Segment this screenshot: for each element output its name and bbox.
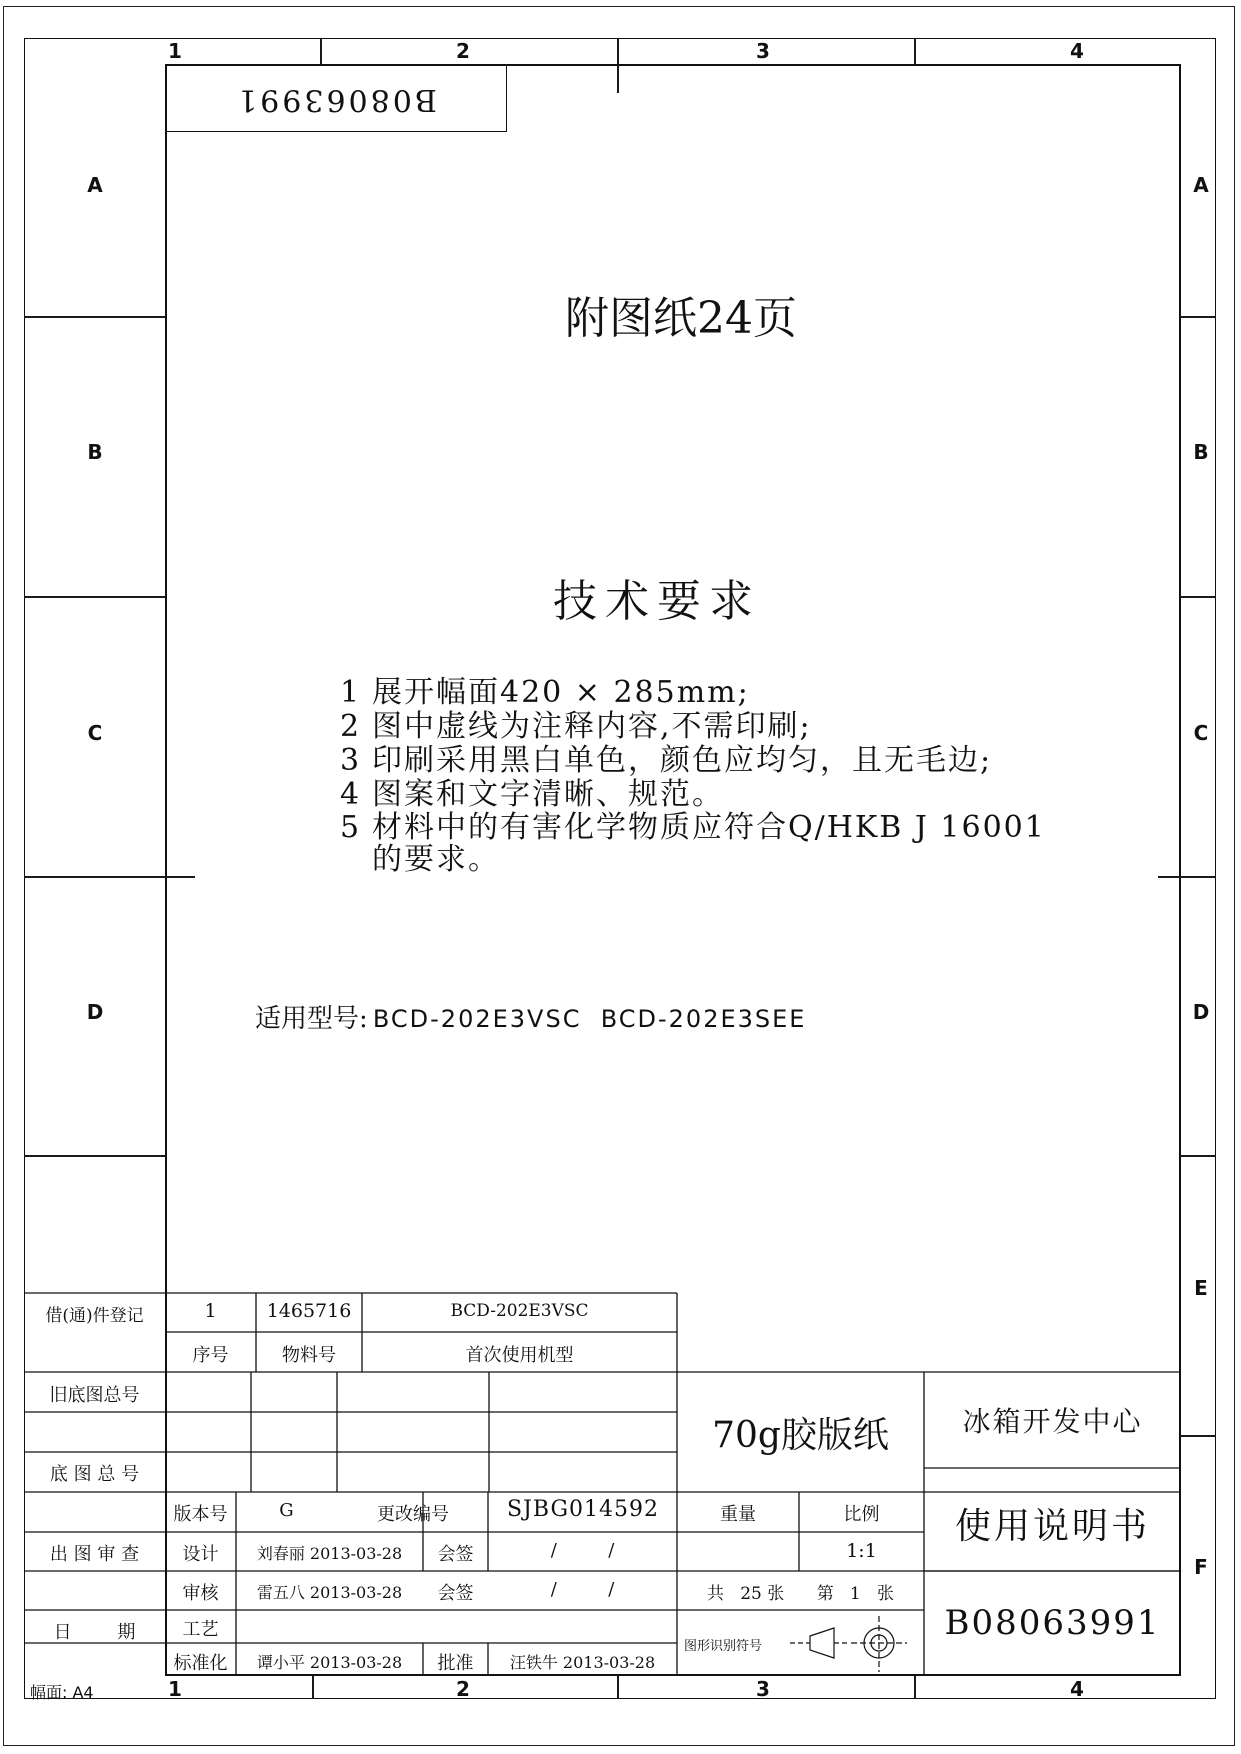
requirement-number: 3	[340, 743, 362, 778]
auditor: 雷五八 2013-03-28	[256, 1583, 403, 1602]
projection-symbol-icon	[788, 1614, 924, 1676]
column-label: 3	[756, 1677, 770, 1701]
requirement-number: 1	[340, 675, 362, 710]
standardizer: 谭小平 2013-03-28	[256, 1653, 403, 1672]
scale-label: 比例	[843, 1504, 880, 1525]
document-number: B08063991	[944, 1603, 1161, 1643]
company-name: 冰箱开发中心	[962, 1405, 1143, 1438]
requirement-number: 5	[340, 810, 362, 845]
approve-label: 批准	[437, 1653, 474, 1674]
row-label: E	[1194, 1276, 1208, 1300]
register-first-model: BCD-202E3VSC	[450, 1301, 589, 1321]
process-label: 工艺	[182, 1619, 219, 1640]
column-label: 1	[168, 1677, 182, 1701]
row-label: A	[87, 173, 103, 197]
requirement-text: 展开幅面420 × 285mm;	[372, 675, 750, 710]
cosign-value: / /	[550, 1540, 615, 1561]
weight-label: 重量	[720, 1504, 756, 1525]
review-label: 出 图 审 查	[49, 1544, 140, 1565]
format-label: 幅面: A4	[30, 1683, 94, 1702]
mirrored-code: B08063991	[235, 82, 437, 117]
requirement-text: 材料中的有害化学物质应符合Q/HKB J 16001	[372, 810, 1046, 845]
row-label: A	[1193, 173, 1209, 197]
date-label: 日 期	[53, 1622, 136, 1643]
audit-label: 审核	[182, 1583, 219, 1604]
cosign-label: 会签	[437, 1583, 474, 1604]
register-material: 1465716	[266, 1300, 352, 1322]
column-label: 2	[456, 1677, 470, 1701]
register-label: 借(通)件登记	[45, 1306, 144, 1326]
cosign-value: / /	[550, 1579, 615, 1600]
row-label: D	[86, 1000, 104, 1024]
requirement-text: 的要求。	[372, 842, 500, 877]
cosign-label: 会签	[437, 1544, 474, 1565]
designer: 刘春丽 2013-03-28	[256, 1544, 403, 1563]
first-model-label: 首次使用机型	[465, 1345, 574, 1366]
row-label: F	[1194, 1555, 1208, 1579]
material-spec: 70g胶版纸	[712, 1415, 889, 1456]
row-label: C	[87, 721, 103, 745]
column-label: 4	[1070, 39, 1084, 63]
requirement-text: 图中虚线为注释内容,不需印刷;	[372, 709, 812, 744]
model-list: BCD-202E3VSC BCD-202E3SEE	[372, 1005, 807, 1033]
document-name: 使用说明书	[954, 1506, 1150, 1547]
model-label: 适用型号:	[255, 1004, 368, 1034]
base-label: 底 图 总 号	[49, 1464, 140, 1485]
column-label: 1	[168, 39, 182, 63]
approver: 汪铁牛 2013-03-28	[509, 1653, 656, 1672]
column-label: 2	[456, 39, 470, 63]
sheet-count: 共 25 张 第 1 张	[707, 1584, 894, 1604]
seq-label: 序号	[192, 1345, 229, 1366]
column-label: 3	[756, 39, 770, 63]
requirement-text: 图案和文字清晰、规范。	[372, 777, 724, 812]
version-value: G	[279, 1500, 294, 1521]
material-label: 物料号	[282, 1345, 336, 1366]
tech-requirements-title: 技术要求	[553, 576, 761, 627]
change-label: 更改编号	[377, 1504, 449, 1525]
version-label: 版本号	[173, 1504, 228, 1525]
row-label: C	[1193, 721, 1209, 745]
design-label: 设计	[182, 1544, 219, 1565]
old-base-label: 旧底图总号	[49, 1385, 140, 1406]
register-seq: 1	[204, 1300, 217, 1322]
row-label: D	[1192, 1000, 1210, 1024]
change-number: SJBG014592	[506, 1497, 660, 1522]
row-label: B	[87, 440, 103, 464]
requirement-number: 4	[340, 777, 362, 812]
row-label: B	[1193, 440, 1209, 464]
page-title-text: 附图纸24页	[565, 293, 797, 344]
standard-label: 标准化	[173, 1653, 228, 1674]
requirement-number: 2	[340, 709, 362, 744]
column-label: 4	[1070, 1677, 1084, 1701]
symbol-label: 图形识别符号	[684, 1639, 763, 1654]
requirement-text: 印刷采用黑白单色，颜色应均匀，且无毛边;	[372, 743, 993, 778]
scale-value: 1:1	[846, 1540, 877, 1562]
